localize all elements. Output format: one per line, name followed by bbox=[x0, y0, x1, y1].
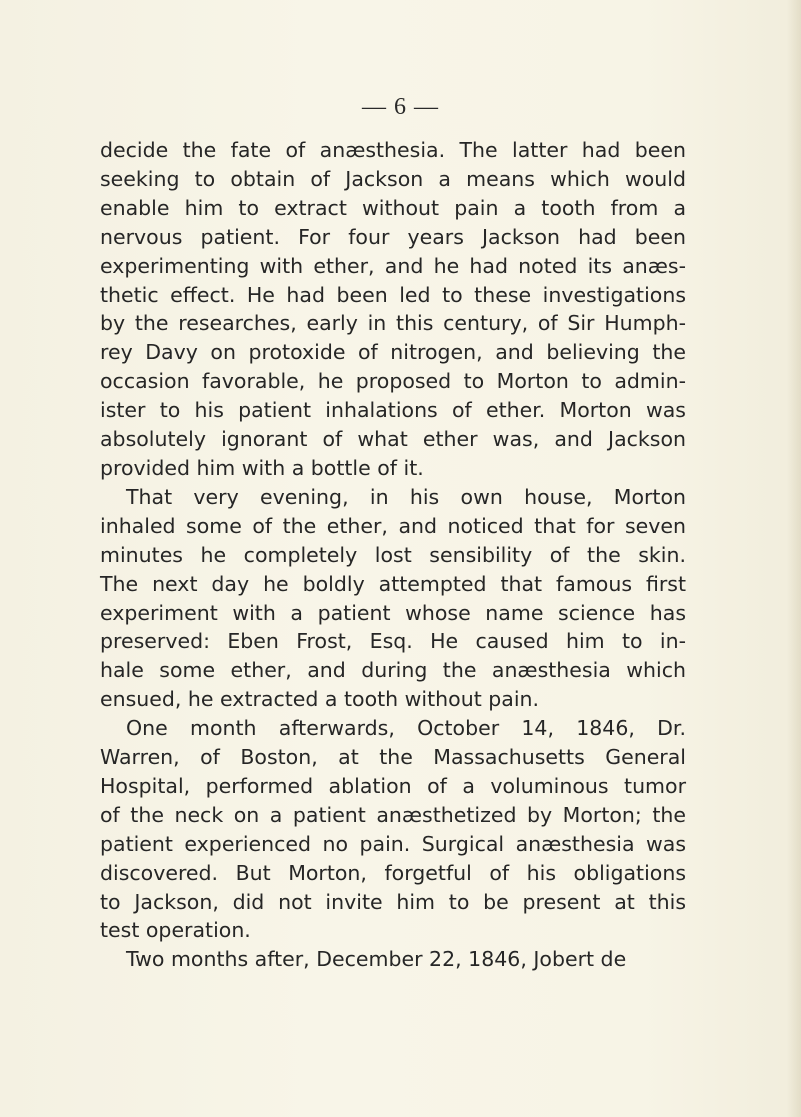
text-line: rey Davy on protoxide of nitrogen, and believing the bbox=[100, 340, 686, 365]
text-line: discovered. But Morton, forgetful of his obligations bbox=[100, 860, 686, 885]
text-line: to Jackson, did not invite him to be present at this bbox=[100, 889, 686, 914]
body-text bbox=[100, 136, 686, 974]
text-line: by the researches, early in this century, of Sir Humph- bbox=[100, 311, 686, 336]
text-line: minutes he completely lost sensibility of the skin. bbox=[100, 542, 686, 567]
page-number: — 6 — bbox=[362, 94, 439, 120]
text-line: test operation. bbox=[100, 918, 251, 943]
text-line: Warren, of Boston, at the Massachusetts General bbox=[100, 745, 686, 770]
page-edge-shadow bbox=[787, 0, 801, 1117]
paragraph bbox=[100, 945, 686, 974]
text-line: ensued, he extracted a tooth without pain. bbox=[100, 687, 540, 712]
text-line: The next day he boldly attempted that famous first bbox=[100, 571, 686, 596]
text-line: of the neck on a patient anæsthetized by Morton; the bbox=[100, 802, 686, 827]
text-line: occasion favorable, he proposed to Morton to admin- bbox=[100, 369, 686, 394]
text-line: hale some ether, and during the anæsthesia which bbox=[100, 658, 686, 683]
paragraph bbox=[100, 714, 686, 945]
text-line: Two months after, December 22, 1846, Jobert de bbox=[126, 947, 627, 972]
text-line: provided him with a bottle of it. bbox=[100, 455, 424, 480]
text-line: experimenting with ether, and he had noted its anæs- bbox=[100, 253, 686, 278]
text-line: nervous patient. For four years Jackson had been bbox=[100, 224, 686, 249]
paragraph bbox=[100, 136, 686, 483]
text-line: ister to his patient inhalations of ether. Morton was bbox=[100, 398, 686, 423]
text-line: decide the fate of anæsthesia. The latter had been bbox=[100, 138, 686, 162]
text-line: Hospital, performed ablation of a voluminous tumor bbox=[100, 773, 686, 798]
text-line: experiment with a patient whose name science has bbox=[100, 600, 686, 625]
paragraph bbox=[100, 483, 686, 714]
text-line: That very evening, in his own house, Morton bbox=[126, 484, 686, 509]
text-line: absolutely ignorant of what ether was, and Jackson bbox=[100, 427, 686, 452]
text-line: inhaled some of the ether, and noticed that for seven bbox=[100, 513, 686, 538]
text-line: seeking to obtain of Jackson a means which would bbox=[100, 166, 686, 191]
text-line: patient experienced no pain. Surgical anæsthesia was bbox=[100, 831, 686, 856]
text-line: thetic effect. He had been led to these investigations bbox=[100, 282, 686, 307]
text-line: enable him to extract without pain a tooth from a bbox=[100, 195, 686, 220]
text-line: One month afterwards, October 14, 1846, Dr. bbox=[126, 716, 686, 741]
text-line: preserved: Eben Frost, Esq. He caused him to in- bbox=[100, 629, 686, 654]
